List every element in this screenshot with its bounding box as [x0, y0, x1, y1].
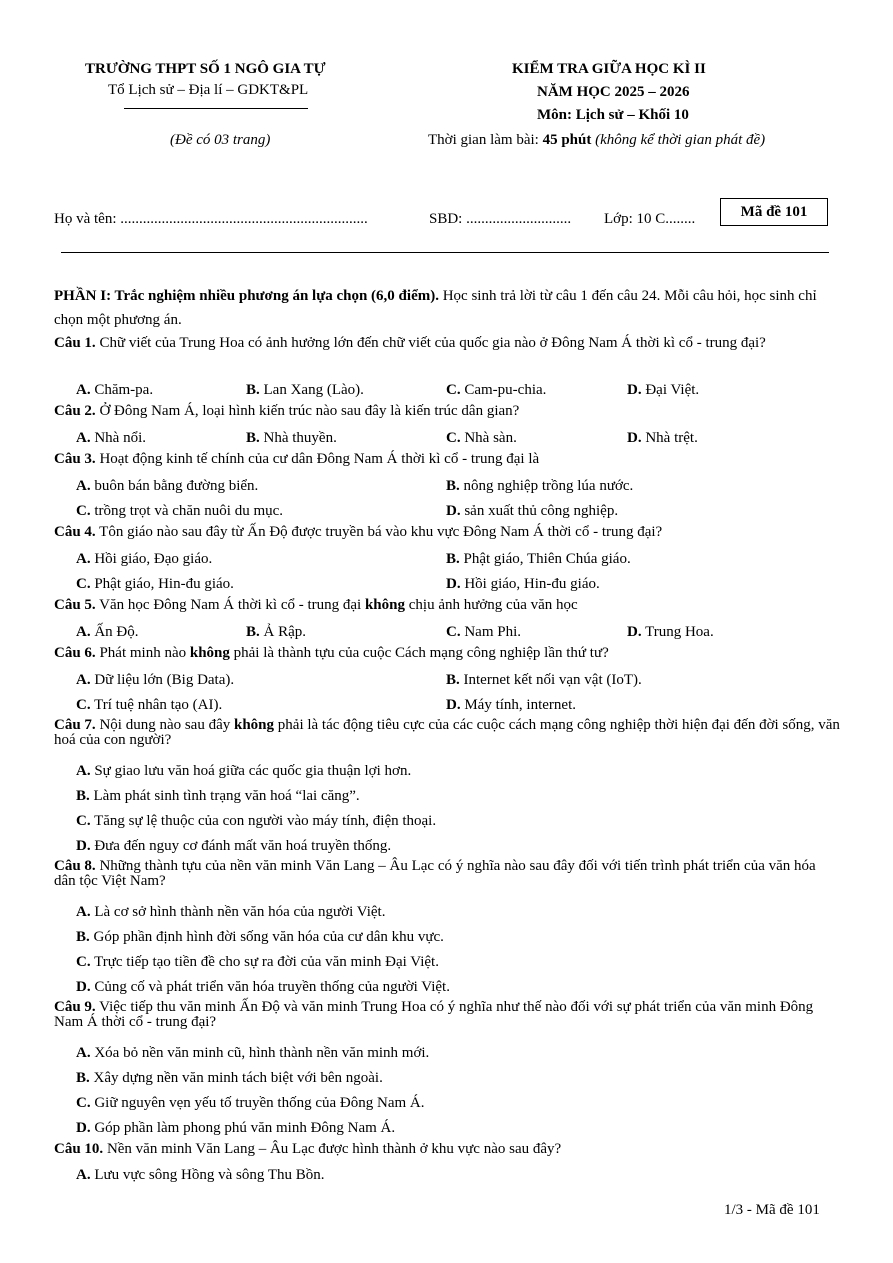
section-1-instruction: Học sinh trả lời từ câu 1 đến câu 24. Mỗi câu hỏi, học sinh chỉ chọn một phương án. [54, 288, 817, 328]
question-text: Việc tiếp thu văn minh Ấn Độ và văn minh Trung Hoa có ý nghĩa như thế nào đối với sự phát triển của văn minh Đông Nam Á thời cổ - trung đại? [54, 999, 814, 1030]
option: A. buôn bán bằng đường biển. [76, 478, 259, 494]
header-left-rule [124, 108, 308, 109]
option: B. Ả Rập. [246, 624, 307, 640]
time-value: 45 phút [542, 132, 592, 148]
school-name: TRƯỜNG THPT SỐ 1 NGÔ GIA TỰ [85, 61, 326, 77]
option: B. Lan Xang (Lào). [246, 382, 364, 398]
option: A. Chăm-pa. [76, 382, 154, 398]
section-1-title: PHẦN I: Trắc nghiệm nhiều phương án lựa chọn (6,0 điểm). [54, 288, 439, 304]
question-emphasis: không [364, 597, 405, 613]
option: A. Sự giao lưu văn hoá giữa các quốc gia thuận lợi hơn. [76, 763, 412, 779]
question-label: Câu 2. [54, 403, 96, 419]
option: A. Hồi giáo, Đạo giáo. [76, 551, 213, 567]
option: D. Góp phần làm phong phú văn minh Đông Nam Á. [76, 1120, 396, 1136]
question-text: phải là thành tựu của cuộc Cách mạng công nghiệp lần thứ tư? [229, 645, 609, 661]
student-sbd-field: SBD: ............................ [429, 211, 572, 227]
option: C. Cam-pu-chia. [446, 382, 547, 398]
question-text: Ở Đông Nam Á, loại hình kiến trúc nào sau đây là kiến trúc dân gian? [95, 403, 520, 419]
question-text: Văn học Đông Nam Á thời kì cổ - trung đại [95, 597, 365, 613]
question-label: Câu 8. [54, 858, 96, 874]
question-1 [54, 336, 840, 351]
question-text: Tôn giáo nào sau đây từ Ấn Độ được truyền bá vào khu vực Đông Nam Á thời cổ - trung đại? [95, 524, 663, 540]
option: A. Là cơ sở hình thành nền văn hóa của người Việt. [76, 904, 386, 920]
option: B. Nhà thuyền. [246, 430, 337, 446]
option: D. Đưa đến nguy cơ đánh mất văn hoá truyền thống. [76, 838, 392, 854]
option: A. Xóa bỏ nền văn minh cũ, hình thành nền văn minh mới. [76, 1045, 430, 1061]
option: C. Nam Phi. [446, 624, 522, 640]
student-line-rule [61, 252, 829, 253]
question-text: Phát minh nào [95, 645, 190, 661]
option: C. Phật giáo, Hin-đu giáo. [76, 576, 234, 592]
question-2 [54, 404, 840, 419]
time-note: (không kể thời gian phát đề) [591, 132, 766, 148]
question-text: Hoạt động kinh tế chính của cư dân Đông Nam Á thời kì cổ - trung đại là [95, 451, 540, 467]
question-emphasis: không [189, 645, 230, 661]
question-text: Những thành tựu của nền văn minh Văn Lang – Âu Lạc có ý nghĩa nào sau đây đối với tiến trình phát triển của văn hóa dân tộc Việt Nam? [54, 858, 816, 889]
option: A. Dữ liệu lớn (Big Data). [76, 672, 235, 688]
question-label: Câu 6. [54, 645, 96, 661]
question-3 [54, 452, 840, 467]
question-text: Nền văn minh Văn Lang – Âu Lạc được hình thành ở khu vực nào sau đây? [103, 1141, 562, 1157]
question-9 [54, 1000, 840, 1030]
option: B. Làm phát sinh tình trạng văn hoá “lai căng”. [76, 788, 360, 804]
option: B. nông nghiệp trồng lúa nước. [446, 478, 634, 494]
question-8 [54, 859, 840, 889]
option: D. Nhà trệt. [627, 430, 698, 446]
subject-line: Môn: Lịch sử – Khối 10 [537, 107, 689, 123]
exam-code-box: Mã đề 101 [720, 198, 828, 226]
question-label: Câu 1. [54, 335, 96, 351]
question-text: phải là tác động tiêu cực của các cuộc cách mạng công nghiệp thời hiện đại đến đời sống, văn hoá của con người? [54, 717, 840, 748]
option: C. Nhà sàn. [446, 430, 517, 446]
page-footer: 1/3 - Mã đề 101 [724, 1202, 820, 1218]
option: C. Tăng sự lệ thuộc của con người vào máy tính, điện thoại. [76, 813, 437, 829]
question-label: Câu 7. [54, 717, 96, 733]
question-text: chịu ảnh hưởng của văn học [405, 597, 578, 613]
time-prefix: Thời gian làm bài: [428, 132, 543, 148]
option: A. Lưu vực sông Hồng và sông Thu Bồn. [76, 1167, 325, 1183]
question-text: Nội dung nào sau đây [95, 717, 234, 733]
student-name-field: Họ và tên: .................................................................. [54, 211, 368, 227]
option: B. Phật giáo, Thiên Chúa giáo. [446, 551, 631, 567]
option: B. Xây dựng nền văn minh tách biệt với bên ngoài. [76, 1070, 383, 1086]
option: D. Hồi giáo, Hin-đu giáo. [446, 576, 600, 592]
option: D. Củng cố và phát triển văn hóa truyền thống của người Việt. [76, 979, 450, 995]
option: C. Trí tuệ nhân tạo (AI). [76, 697, 223, 713]
question-4 [54, 525, 840, 540]
time-line [428, 132, 765, 149]
option: D. Máy tính, internet. [446, 697, 576, 713]
question-6 [54, 646, 840, 661]
option: D. Đại Việt. [627, 382, 700, 398]
option: C. Trực tiếp tạo tiền đề cho sự ra đời của văn minh Đại Việt. [76, 954, 439, 970]
student-class-field: Lớp: 10 C........ [604, 211, 696, 227]
option: A. Nhà nổi. [76, 430, 147, 446]
question-label: Câu 3. [54, 451, 96, 467]
option: D. sản xuất thủ công nghiệp. [446, 503, 619, 519]
option: D. Trung Hoa. [627, 624, 714, 640]
question-emphasis: không [234, 717, 275, 733]
question-label: Câu 4. [54, 524, 96, 540]
option: C. trồng trọt và chăn nuôi du mục. [76, 503, 284, 519]
exam-title: KIỂM TRA GIỮA HỌC KÌ II [512, 61, 706, 77]
section-1-heading [54, 284, 844, 332]
option: A. Ấn Độ. [76, 624, 139, 640]
question-label: Câu 5. [54, 597, 96, 613]
question-10 [54, 1142, 840, 1157]
question-label: Câu 9. [54, 999, 96, 1015]
option: B. Góp phần định hình đời sống văn hóa của cư dân khu vực. [76, 929, 444, 945]
pages-note: (Đề có 03 trang) [170, 132, 271, 148]
question-text: Chữ viết của Trung Hoa có ảnh hưởng lớn đến chữ viết của quốc gia nào ở Đông Nam Á thời kì cổ - trung đại? [95, 335, 766, 351]
question-5 [54, 598, 840, 613]
option: C. Giữ nguyên vẹn yếu tố truyền thống của Đông Nam Á. [76, 1095, 425, 1111]
question-7 [54, 718, 840, 748]
question-label: Câu 10. [54, 1141, 104, 1157]
department-name: Tổ Lịch sử – Địa lí – GDKT&PL [108, 82, 309, 98]
school-year: NĂM HỌC 2025 – 2026 [537, 84, 690, 100]
option: B. Internet kết nối vạn vật (IoT). [446, 672, 642, 688]
